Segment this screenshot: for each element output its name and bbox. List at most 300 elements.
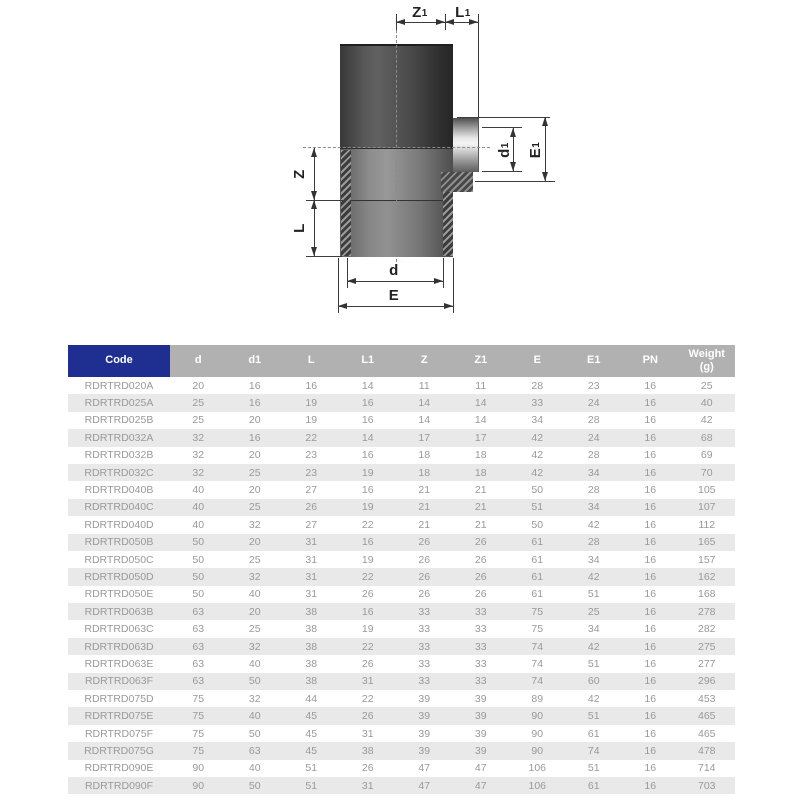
cell-value: 63 [192, 623, 205, 636]
cell-value: 26 [418, 536, 431, 549]
cell-value: 90 [531, 744, 544, 757]
cell-value: 42 [587, 570, 600, 583]
table-row [68, 655, 735, 672]
cell-value: 34 [587, 466, 600, 479]
cell-value: 42 [531, 449, 544, 462]
cell-value: 50 [531, 518, 544, 531]
column-header: Z1 [453, 345, 510, 377]
column-header: Z [396, 345, 453, 377]
section-hatch-left [341, 150, 351, 256]
cell-value: 31 [305, 588, 318, 601]
cell-value: 69 [700, 449, 713, 462]
cell-code: RDRTRD050C [84, 553, 154, 566]
cell-value: 31 [305, 553, 318, 566]
dim-label-l: L [290, 223, 308, 233]
cell-value: 20 [192, 379, 205, 392]
cell-value: 42 [587, 640, 600, 653]
cell-code: RDRTRD040B [84, 484, 154, 497]
cell-value: 50 [192, 588, 205, 601]
cell-value: 18 [418, 449, 431, 462]
cell-value: 51 [587, 710, 600, 723]
cell-value: 32 [192, 431, 205, 444]
cell-value: 23 [305, 449, 318, 462]
cell-value: 16 [248, 397, 261, 410]
cell-value: 22 [305, 431, 318, 444]
cell-value: 26 [418, 570, 431, 583]
cell-value: 40 [192, 518, 205, 531]
cell-value: 31 [361, 675, 374, 688]
cell-code: RDRTRD050D [84, 570, 154, 583]
cell-value: 162 [697, 570, 716, 583]
cell-code: RDRTRD063D [84, 640, 154, 653]
cell-value: 107 [697, 501, 716, 514]
cell-value: 33 [418, 623, 431, 636]
cell-code: RDRTRD063E [84, 657, 154, 670]
cell-value: 19 [361, 553, 374, 566]
cell-value: 39 [474, 727, 487, 740]
cell-value: 16 [644, 779, 657, 792]
cell-value: 61 [587, 727, 600, 740]
cell-value: 22 [361, 640, 374, 653]
column-header: E [509, 345, 566, 377]
cell-code: RDRTRD075F [84, 727, 154, 740]
cell-value: 34 [531, 414, 544, 427]
cell-code: RDRTRD032C [84, 466, 154, 479]
cell-value: 16 [644, 588, 657, 601]
dim-label-l1: L 1 [455, 3, 471, 21]
cell-value: 33 [474, 605, 487, 618]
cell-value: 23 [305, 466, 318, 479]
cell-code: RDRTRD075D [84, 692, 154, 705]
cell-value: 61 [531, 570, 544, 583]
table-body [68, 377, 735, 794]
cell-value: 16 [644, 484, 657, 497]
cell-value: 42 [700, 414, 713, 427]
cell-value: 31 [305, 570, 318, 583]
cell-value: 40 [248, 657, 261, 670]
cell-value: 21 [474, 484, 487, 497]
arrowhead [311, 247, 317, 256]
cell-value: 16 [644, 710, 657, 723]
table-row [68, 394, 735, 411]
cell-value: 24 [587, 431, 600, 444]
cell-value: 63 [192, 640, 205, 653]
cell-value: 75 [531, 605, 544, 618]
cell-value: 40 [192, 501, 205, 514]
cell-value: 25 [192, 397, 205, 410]
cell-value: 18 [418, 466, 431, 479]
cell-value: 278 [697, 605, 716, 618]
dim-label-z1: Z 1 [412, 3, 428, 21]
cell-value: 50 [248, 727, 261, 740]
cell-code: RDRTRD063C [84, 623, 154, 636]
arrowhead [542, 172, 548, 181]
arrowhead [311, 200, 317, 209]
cell-value: 16 [644, 570, 657, 583]
cell-value: 50 [248, 675, 261, 688]
cell-value: 20 [248, 605, 261, 618]
cell-value: 47 [418, 762, 431, 775]
cell-value: 33 [474, 657, 487, 670]
cell-value: 75 [192, 692, 205, 705]
cell-value: 32 [248, 640, 261, 653]
cell-value: 28 [587, 536, 600, 549]
cell-value: 20 [248, 449, 261, 462]
cell-value: 16 [644, 501, 657, 514]
cell-value: 47 [474, 779, 487, 792]
cell-value: 20 [248, 536, 261, 549]
extension-line [478, 14, 479, 118]
cell-value: 75 [192, 744, 205, 757]
cell-value: 165 [697, 536, 716, 549]
table-row [68, 673, 735, 690]
cell-value: 42 [587, 518, 600, 531]
cell-value: 25 [248, 623, 261, 636]
cell-value: 61 [531, 536, 544, 549]
cell-value: 22 [361, 692, 374, 705]
cell-value: 40 [192, 484, 205, 497]
cell-code: RDRTRD025A [84, 397, 154, 410]
cell-value: 16 [361, 414, 374, 427]
table-row [68, 516, 735, 533]
section-hatch-right [443, 192, 453, 256]
cell-value: 39 [474, 744, 487, 757]
cell-value: 703 [697, 779, 716, 792]
cell-value: 16 [644, 657, 657, 670]
cell-value: 75 [192, 727, 205, 740]
table-row [68, 481, 735, 498]
cell-value: 16 [644, 762, 657, 775]
column-header: L1 [340, 345, 397, 377]
column-header: Code [68, 345, 170, 377]
cell-value: 21 [474, 501, 487, 514]
cell-value: 21 [474, 518, 487, 531]
cell-value: 16 [644, 449, 657, 462]
cell-value: 14 [474, 397, 487, 410]
cell-value: 23 [587, 379, 600, 392]
cell-value: 21 [418, 484, 431, 497]
dimension-line-d [347, 281, 443, 282]
cell-code: RDRTRD025B [84, 414, 154, 427]
cell-value: 34 [587, 553, 600, 566]
cell-value: 26 [418, 553, 431, 566]
cell-value: 28 [587, 484, 600, 497]
cell-value: 74 [531, 675, 544, 688]
cell-value: 16 [248, 379, 261, 392]
cell-value: 26 [361, 762, 374, 775]
cell-value: 39 [418, 710, 431, 723]
cell-value: 50 [192, 570, 205, 583]
table-row [68, 603, 735, 620]
column-header: Weight (g) [679, 345, 736, 377]
extension-line [482, 171, 522, 172]
cell-value: 14 [418, 414, 431, 427]
cell-value: 61 [587, 779, 600, 792]
cell-value: 90 [192, 762, 205, 775]
cell-value: 18 [474, 466, 487, 479]
cell-value: 39 [418, 744, 431, 757]
cell-value: 21 [418, 501, 431, 514]
cell-value: 50 [192, 536, 205, 549]
cell-value: 63 [192, 657, 205, 670]
extension-line [443, 258, 444, 288]
cell-value: 32 [192, 449, 205, 462]
cell-value: 106 [528, 779, 547, 792]
cell-value: 16 [644, 692, 657, 705]
table-head [68, 345, 735, 377]
table-row [68, 638, 735, 655]
cell-value: 16 [644, 466, 657, 479]
cell-value: 16 [361, 605, 374, 618]
cell-value: 16 [305, 379, 318, 392]
cell-value: 51 [305, 779, 318, 792]
cell-value: 38 [305, 657, 318, 670]
cell-value: 31 [361, 779, 374, 792]
cell-value: 25 [248, 553, 261, 566]
cell-value: 16 [361, 536, 374, 549]
cell-value: 20 [248, 414, 261, 427]
cell-value: 33 [418, 675, 431, 688]
cell-value: 19 [305, 397, 318, 410]
cell-value: 22 [361, 570, 374, 583]
cell-value: 714 [697, 762, 716, 775]
table-row [68, 568, 735, 585]
extension-line [306, 256, 342, 257]
branch-centerline [303, 147, 490, 148]
cell-value: 33 [418, 657, 431, 670]
cell-value: 32 [248, 692, 261, 705]
cell-value: 51 [587, 762, 600, 775]
cell-value: 75 [531, 623, 544, 636]
cell-value: 28 [587, 414, 600, 427]
column-header: PN [622, 345, 679, 377]
cell-value: 39 [418, 692, 431, 705]
header-row [68, 345, 735, 377]
column-header: L [283, 345, 340, 377]
cell-value: 16 [361, 397, 374, 410]
arrowhead [347, 278, 356, 284]
cell-value: 40 [248, 762, 261, 775]
cell-value: 90 [531, 710, 544, 723]
fitting-diagram [0, 0, 800, 340]
cell-value: 74 [587, 744, 600, 757]
table-row [68, 464, 735, 481]
cell-value: 38 [361, 744, 374, 757]
cell-value: 63 [192, 675, 205, 688]
cell-value: 16 [361, 449, 374, 462]
spec-table [68, 345, 735, 794]
cell-value: 26 [474, 588, 487, 601]
cell-code: RDRTRD063B [84, 605, 154, 618]
cell-value: 16 [644, 675, 657, 688]
cell-value: 17 [418, 431, 431, 444]
cell-value: 45 [305, 727, 318, 740]
cell-value: 16 [644, 727, 657, 740]
table-row [68, 742, 735, 759]
cell-value: 40 [700, 397, 713, 410]
cell-value: 16 [644, 744, 657, 757]
cell-value: 42 [587, 692, 600, 705]
cell-value: 19 [361, 623, 374, 636]
cell-value: 47 [474, 762, 487, 775]
cell-value: 25 [192, 414, 205, 427]
cell-value: 157 [697, 553, 716, 566]
cell-value: 26 [305, 501, 318, 514]
cell-value: 16 [644, 623, 657, 636]
table-row [68, 377, 735, 394]
cell-value: 28 [587, 449, 600, 462]
cell-value: 45 [305, 710, 318, 723]
cell-value: 68 [700, 431, 713, 444]
cell-value: 32 [248, 570, 261, 583]
branch-collar-hatch [441, 172, 473, 192]
cell-code: RDRTRD075E [84, 710, 154, 723]
cell-value: 25 [248, 466, 261, 479]
cell-value: 24 [587, 397, 600, 410]
cell-value: 26 [418, 588, 431, 601]
cell-value: 44 [305, 692, 318, 705]
column-header: d [170, 345, 227, 377]
cell-value: 26 [474, 536, 487, 549]
cell-value: 45 [305, 744, 318, 757]
cell-value: 27 [305, 484, 318, 497]
dim-label-z: Z [290, 169, 308, 179]
arrowhead [434, 278, 443, 284]
cell-value: 478 [697, 744, 716, 757]
cell-value: 32 [192, 466, 205, 479]
cell-value: 465 [697, 710, 716, 723]
extension-line [482, 127, 522, 128]
cell-code: RDRTRD032B [84, 449, 154, 462]
cell-value: 28 [531, 379, 544, 392]
arrowhead [436, 19, 445, 25]
dim-label-d1: d 1 [495, 142, 513, 158]
dim-label-e1: E 1 [526, 141, 544, 159]
table-row [68, 586, 735, 603]
cell-value: 25 [587, 605, 600, 618]
cell-value: 16 [644, 379, 657, 392]
cell-value: 16 [644, 640, 657, 653]
dim-label-e: E [388, 286, 400, 304]
table-row [68, 690, 735, 707]
cell-value: 14 [361, 379, 374, 392]
cell-value: 60 [587, 675, 600, 688]
cell-value: 38 [305, 605, 318, 618]
cell-value: 26 [474, 553, 487, 566]
cell-value: 26 [361, 710, 374, 723]
cell-value: 16 [644, 414, 657, 427]
cell-value: 75 [192, 710, 205, 723]
table-row [68, 534, 735, 551]
arrowhead [542, 117, 548, 126]
cell-value: 33 [531, 397, 544, 410]
cell-value: 26 [474, 570, 487, 583]
cell-value: 17 [474, 431, 487, 444]
cell-code: RDRTRD090F [84, 779, 154, 792]
cell-value: 74 [531, 640, 544, 653]
cell-code: RDRTRD063F [84, 675, 154, 688]
cell-value: 39 [474, 710, 487, 723]
cell-value: 33 [418, 640, 431, 653]
cell-value: 31 [361, 727, 374, 740]
cell-value: 168 [697, 588, 716, 601]
fitting-branch-socket [453, 118, 479, 172]
cell-code: RDRTRD090E [84, 762, 154, 775]
cell-value: 282 [697, 623, 716, 636]
cell-value: 19 [361, 466, 374, 479]
cell-value: 14 [361, 431, 374, 444]
cell-code: RDRTRD075G [84, 744, 154, 757]
cell-code: RDRTRD050B [84, 536, 154, 549]
table-row [68, 429, 735, 446]
extension-line [475, 181, 555, 182]
cell-value: 50 [248, 779, 261, 792]
cell-value: 275 [697, 640, 716, 653]
cell-value: 16 [248, 431, 261, 444]
cell-value: 296 [697, 675, 716, 688]
cell-value: 105 [697, 484, 716, 497]
table-row [68, 447, 735, 464]
cell-value: 51 [587, 657, 600, 670]
arrowhead [444, 303, 453, 309]
arrowhead [311, 191, 317, 200]
cell-value: 51 [587, 588, 600, 601]
cell-value: 277 [697, 657, 716, 670]
cell-value: 16 [644, 605, 657, 618]
cell-value: 16 [644, 397, 657, 410]
cell-code: RDRTRD032A [84, 431, 154, 444]
cell-value: 32 [248, 518, 261, 531]
cell-value: 47 [418, 779, 431, 792]
cell-code: RDRTRD040C [84, 501, 154, 514]
cell-value: 33 [474, 640, 487, 653]
cell-value: 90 [531, 727, 544, 740]
cell-value: 70 [700, 466, 713, 479]
cell-value: 38 [305, 675, 318, 688]
cell-value: 31 [305, 536, 318, 549]
cell-value: 26 [361, 588, 374, 601]
cell-value: 33 [418, 605, 431, 618]
cell-value: 51 [305, 762, 318, 775]
cell-value: 16 [361, 484, 374, 497]
cell-value: 16 [644, 518, 657, 531]
cell-value: 61 [531, 588, 544, 601]
table-row [68, 412, 735, 429]
cell-value: 50 [192, 553, 205, 566]
cell-value: 21 [418, 518, 431, 531]
cell-value: 465 [697, 727, 716, 740]
cell-value: 16 [644, 536, 657, 549]
cell-value: 18 [474, 449, 487, 462]
cell-value: 90 [192, 779, 205, 792]
cell-value: 34 [587, 501, 600, 514]
cell-value: 61 [531, 553, 544, 566]
vertical-centerline [396, 30, 397, 262]
arrowhead [338, 303, 347, 309]
cell-value: 19 [305, 414, 318, 427]
column-header: E1 [566, 345, 623, 377]
cell-value: 16 [644, 431, 657, 444]
cell-value: 26 [361, 657, 374, 670]
cell-value: 42 [531, 431, 544, 444]
cell-value: 453 [697, 692, 716, 705]
cell-value: 51 [531, 501, 544, 514]
cell-value: 38 [305, 640, 318, 653]
cell-value: 112 [698, 518, 716, 531]
cell-value: 50 [531, 484, 544, 497]
table-row [68, 777, 735, 794]
cell-value: 22 [361, 518, 374, 531]
